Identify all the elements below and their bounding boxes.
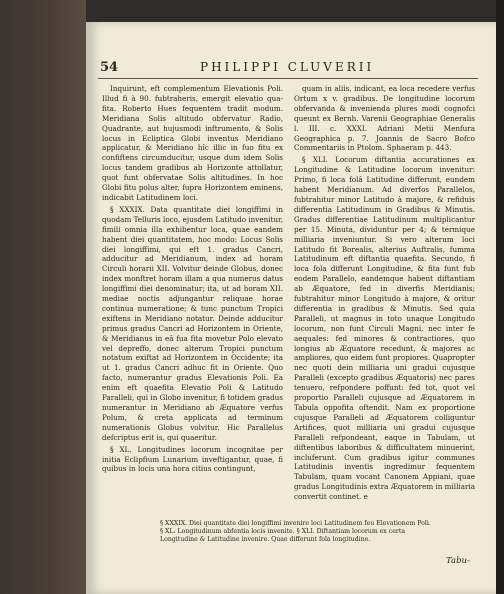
marginal-notes xyxy=(160,520,470,544)
page-number: 54 xyxy=(100,60,119,75)
paragraph: Inquirunt, eft complementum Elevationis Poli. Illud fi à 90. fubtraheris, emergit elevatio qua-fita. Roberto Hues fequentem tradit modum. Meridiana Solis altitudo obfervatur Radio, Quadrante, aut hujusmodi inftrumento, & Solis locus in Ecliptica Globi inventus Meridiano applicatur, & Meridiano hîc illic in fuo fitu ex confiftens circumducitur, usque dum idem Solis locus tandem gradibus ab Horizonte attollatur, quot funt obfervatae Solis altitudines. In hoc Globi fitu polus alter, fupra Horizontem eminens, indicabit Latitudinem loci. xyxy=(102,84,283,202)
right-text-column xyxy=(294,84,475,504)
running-title: PHILIPPI CLUVERII xyxy=(200,60,375,74)
paragraph: quam in aliis, indicant, ea loca recedere verfus Ortum x v. gradibus. De longitudine locorum obfervanda & invenienda plures modi cognofci queunt ex Bernh. Varenii Geographiae Generalis l. III. c. XXXI. Adriani Metii Menfura Geographica p. 7. Joannis de Sacro Bofco Commentariis in Ptolom. Sphaeram p. 443. xyxy=(294,84,475,153)
facing-page-edge xyxy=(496,0,504,594)
page-header xyxy=(100,60,480,78)
header-rule xyxy=(98,78,478,79)
book-binding-edge xyxy=(0,0,86,594)
marginal-note: § XL. Longitudinum abfentia locis invenite. § XLI. Diftantiam locorum ex certa xyxy=(160,528,406,535)
marginal-note: Longitudine & Latitudine invenire. Quae differunt fola longitudine. xyxy=(160,536,371,543)
paragraph: § XXXIX. Data quantitate diei longiffimi in quodam Telluris loco, ejusdem Latitudo invenitur, fimili omnia illa exhibentur loca, quae eandem habent diei quantitatem, hoc modo: Locus Solis diei longiffimi, qui eft 1. gradus Cancri, adducitur ad Meridianum, index ad horam Circuli horarii XII. Volvitur deinde Globus, donec index monftret horam illam a qua numerus datus longiffimi diei denominatur; ita, ut ad horam XII. mediae noctis adjungantur reliquae horae continua numeratione; & tunc punctum Tropici exiftens in Meridiano notatur. Deinde adducitur primus gradus Cancri ad Horizontem in Oriente, & Meridianus in eâ fua fita movetur Polo elevato vel depreffo, donec alterum Tropici punctum notatum exiftat ad Horizontem in Occidente; ita ut 1. gradus Cancri adhuc fit in Oriente. Quo facto, numerantur gradus Elevationis Poli. Ea enim eft quaefita Elevatio Poli & Latitudo Paralleli, qui in Globo invenitur, fi totidem gradus numerantur in Meridiano ab Æquatore verfus Polum, & creta applicata ad terminum numerationis Globus volvitur. Hic Parallelus defcriptus erit is, qui quaeritur. xyxy=(102,204,283,442)
paragraph: § XLI. Locorum diftantia accurationes ex Longitudine & Latitudine locorum invenitur: Primo, fi loca folâ Latitudine differunt, eundem habent Meridianum. Ad diverfos Parallelos, fubtrahitur minor Latitudo à majore, & refiduis differentia Latitudinum in Gradibus & Minutis. Gradus differentiae Latitudinum multiplicantur per 15. Minuta, dividuntur per 4; & termique milliaria inveniuntur. Si vero alterum loci Latitudo fit Borealis, alterius Auftralis, fumma Latitudinum eft diftantia quaefita. Secundo, fi loca fola differunt Longitudine, & fita funt fub eodem Parallelo, eandemque habent diftantiam ab Æquatore, fed in diverfis Meridianis; fubtrahitur minor Longitudo à majore, & oritur differentia in gradibus & Minutis. Sed quia Paralleli, ut magnus in toto unaque Longitudo locorum, non funt Circuli Magni, nec inter fe aequales: fed minores & contractiores, quo longius ab Æquatore recedunt, & majores ac ampliores, quo eidem funt propiores. Quapropter nec quoti dein milliaria uni gradui cujusque Paralleli (excepto gradibus Æquatoris) nec pares tenuero, refpondere poffunt: fed tot, quot vel proportio Paralleli cujusque ad Æquatorem in Tabula oppofita oftendit. Nam ex proportione cujusque Paralleli ad Æquatorem colliguntur Artifices, quot milliaria uni gradui cujusque Paralleli refpondeant, eaque in Tabulam, ut diftentibus laboribus & difficultatem minuerint, incluferunt. Cum gradibus igitur communes Latitudinis inventis ingredimur fequentem Tabulam, quam vocant Canonem Appiani, quae gradus Longitudinis extra Æquatorem in milliaria convertit continet. e xyxy=(294,155,475,502)
catchword: Tabu- xyxy=(446,556,470,566)
marginal-note: § XXXIX. Diei quantitate diei longiffimi invenire loci Latitudinem feu Elevationem Poli. xyxy=(160,520,431,527)
left-text-column xyxy=(102,84,283,476)
paragraph: § XL. Longitudines locorum incognitae per initia Eclipfium Lunarium inveftigantur, quae, fi quibus in locis una hora citius contingunt, xyxy=(102,444,283,474)
